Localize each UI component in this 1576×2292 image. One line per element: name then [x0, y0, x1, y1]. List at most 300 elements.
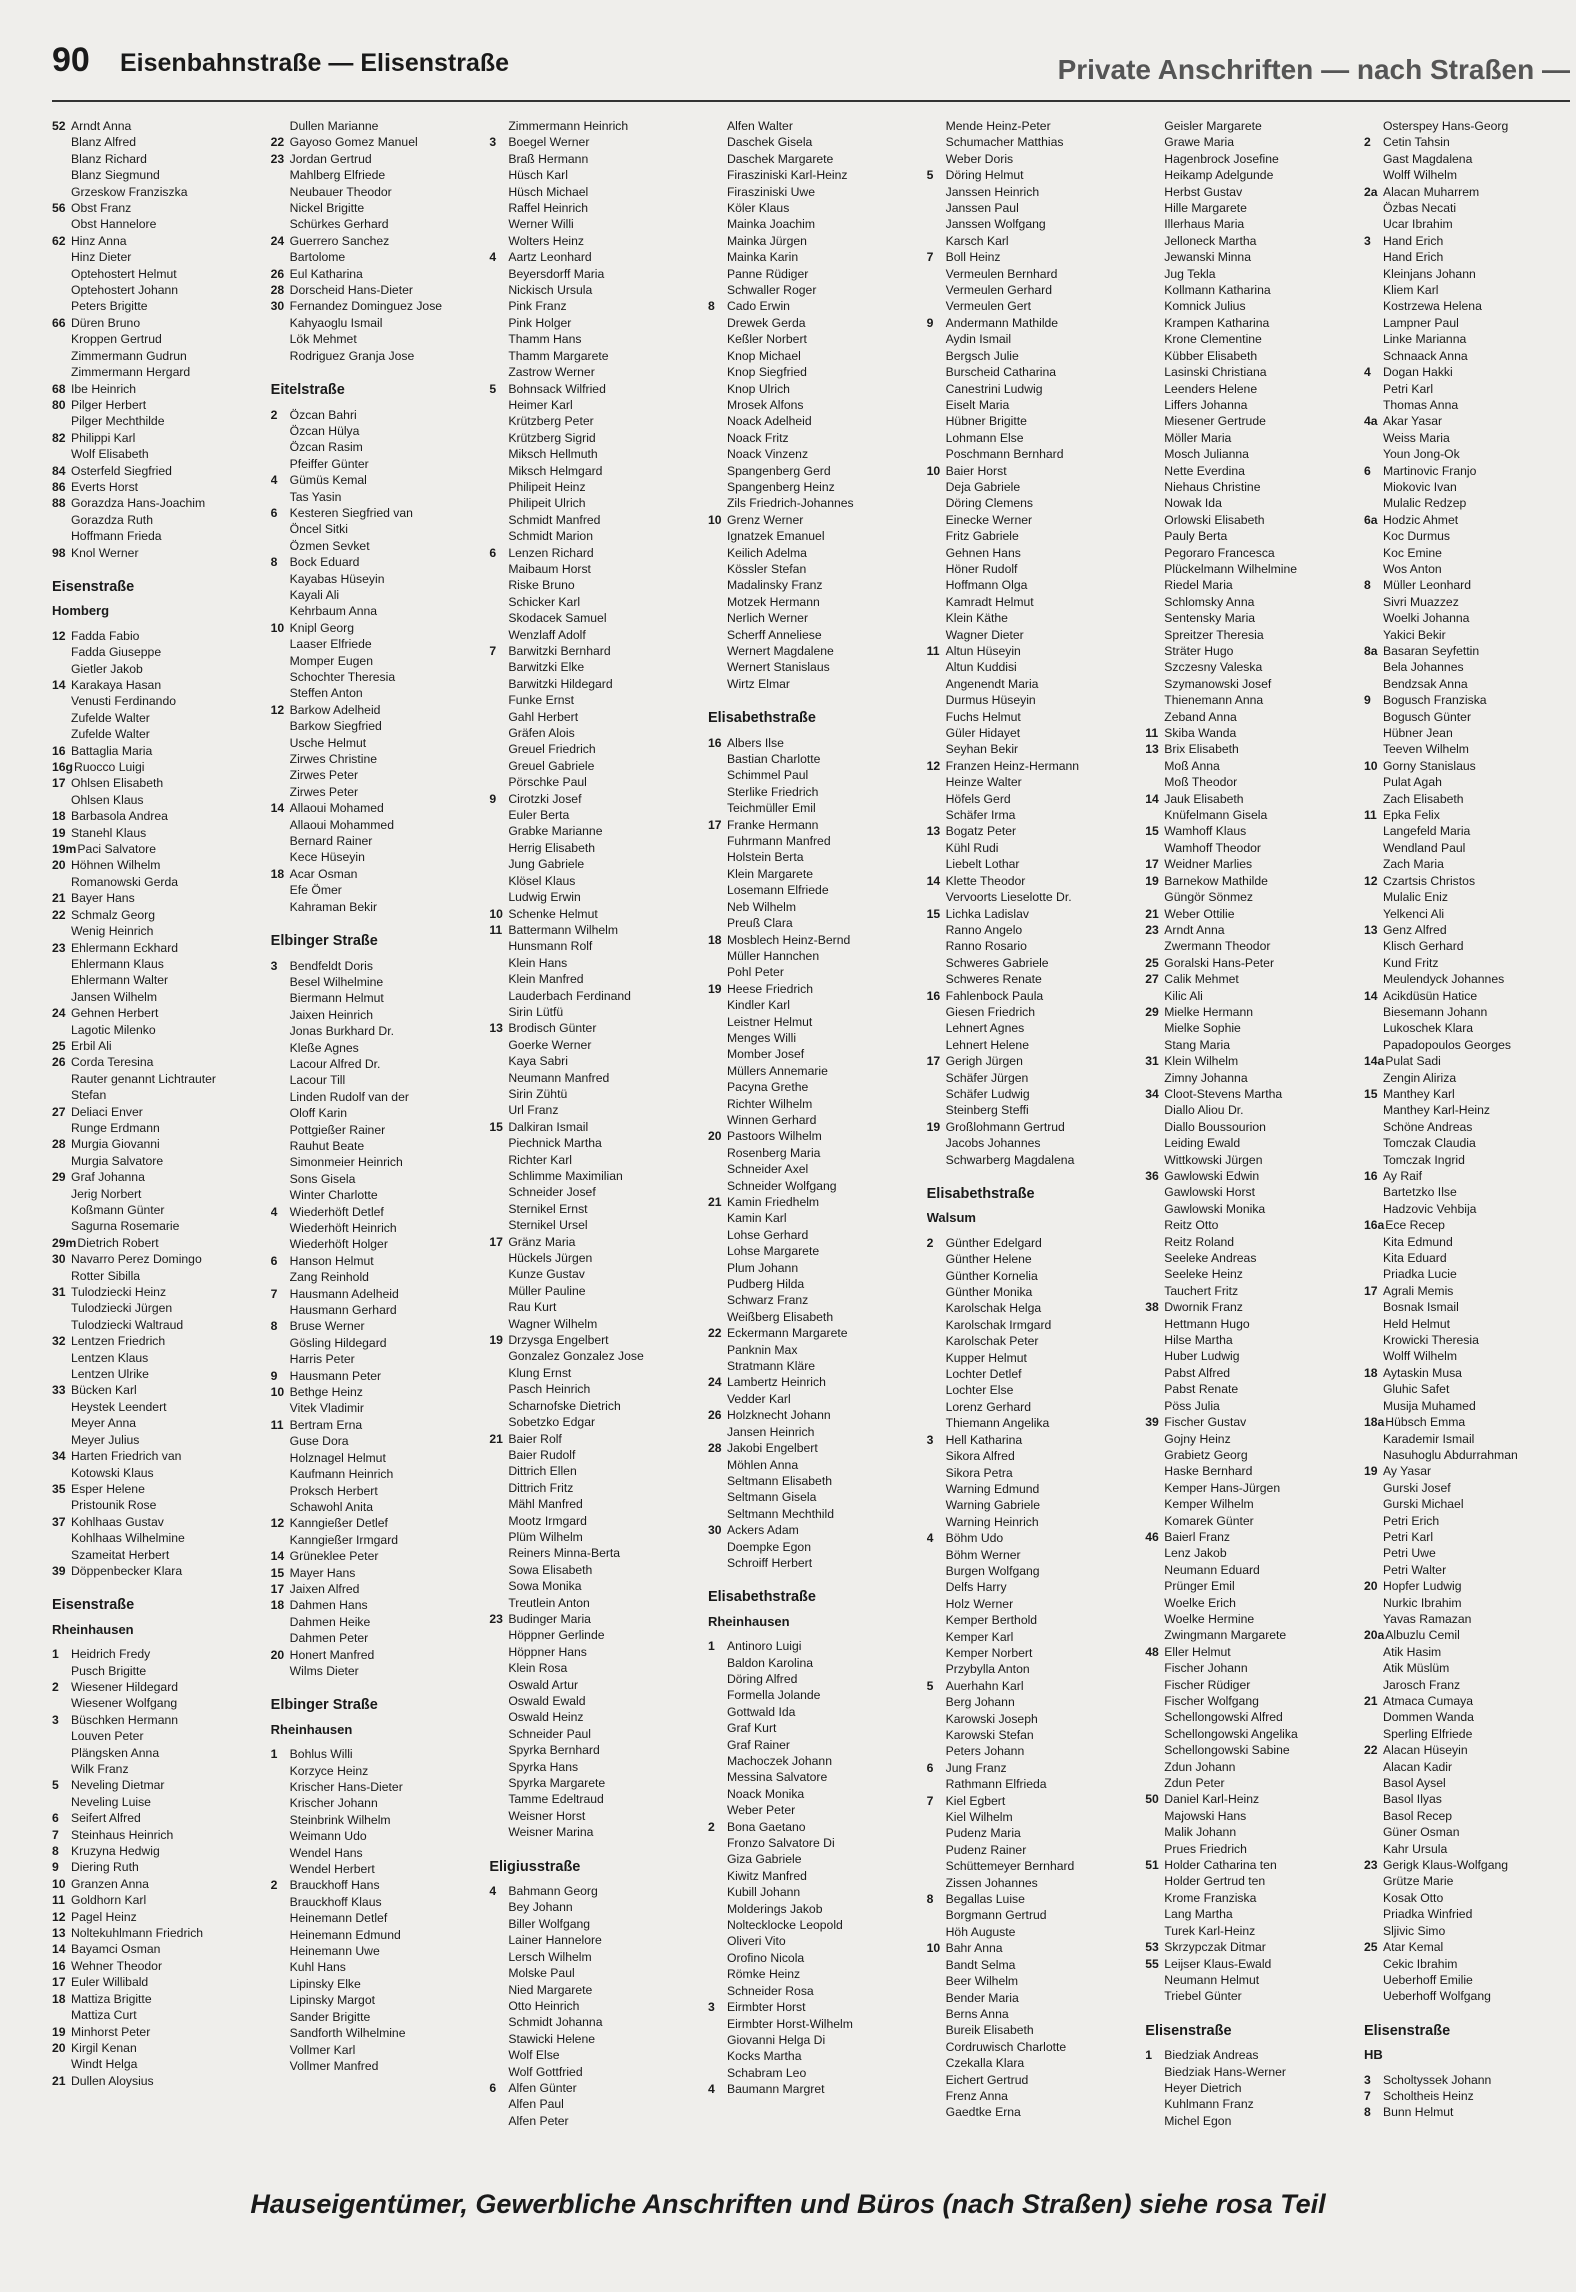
resident-name: Losemann Elfriede [726, 883, 829, 898]
resident-name: Atik Müslüm [1382, 1661, 1450, 1676]
resident-name: Seeleke Heinz [1164, 1267, 1243, 1282]
resident-name: Graf Kurt [726, 1721, 777, 1736]
resident-entry [489, 134, 695, 150]
resident-entry [927, 1891, 1133, 1907]
resident-name: Plückelmann Wilhelmine [1164, 561, 1298, 576]
house-number: 22 [52, 907, 66, 922]
house-number [489, 1217, 508, 1233]
house-number [927, 1743, 946, 1759]
resident-entry [927, 1119, 1133, 1135]
resident-entry [927, 1743, 1133, 1759]
resident-name: Sobetzko Edgar [508, 1415, 596, 1430]
resident-name: Bendzsak Anna [1382, 676, 1468, 691]
resident-name: Simonmeier Heinrich [289, 1155, 403, 1170]
resident-name: Dittrich Fritz [508, 1480, 574, 1495]
house-number [271, 718, 290, 734]
resident-entry [52, 446, 258, 462]
house-number [708, 659, 727, 675]
resident-name: Blanz Siegmund [71, 168, 160, 183]
house-number [708, 397, 727, 413]
resident-name: Jarosch Franz [1382, 1677, 1461, 1692]
resident-name: Düren Bruno [71, 315, 141, 330]
resident-name: Bruse Werner [289, 1319, 365, 1334]
resident-name: Schäfer Jürgen [945, 1070, 1029, 1085]
house-number [1364, 610, 1383, 626]
resident-entry [708, 1737, 914, 1753]
resident-name: Antinoro Luigi [726, 1639, 802, 1654]
house-number: 32 [52, 1334, 66, 1349]
resident-entry [271, 1483, 477, 1499]
resident-entry [1145, 906, 1351, 922]
resident-name: Hilse Martha [1164, 1333, 1233, 1348]
resident-name: Jacobs Johannes [945, 1136, 1041, 1151]
resident-entry [489, 1119, 695, 1135]
resident-name: Ohlsen Elisabeth [71, 776, 164, 791]
resident-entry [489, 1693, 695, 1709]
house-number [52, 710, 71, 726]
resident-name: Basol Aysel [1382, 1776, 1446, 1791]
resident-entry [708, 2016, 914, 2032]
resident-entry [271, 200, 477, 216]
house-number: 14 [52, 1942, 66, 1957]
resident-entry [271, 266, 477, 282]
resident-entry [708, 659, 914, 675]
house-number [1145, 1660, 1164, 1676]
resident-entry [927, 233, 1133, 249]
resident-entry [52, 1218, 258, 1234]
resident-name: Sternikel Ursel [508, 1218, 588, 1233]
house-number [1364, 1431, 1383, 1447]
resident-name: Koßmann Günter [71, 1203, 165, 1217]
resident-entry [52, 1087, 258, 1103]
house-number [708, 1489, 727, 1505]
resident-name: Spreitzer Theresia [1164, 627, 1264, 642]
resident-name: Fischer Rüdiger [1164, 1677, 1251, 1692]
house-number [271, 1614, 290, 1630]
resident-entry [1145, 233, 1351, 249]
house-number [1364, 1611, 1383, 1627]
house-number [489, 298, 508, 314]
resident-name: Hanson Helmut [289, 1253, 374, 1268]
house-number [489, 167, 508, 183]
resident-name: Teichmüller Emil [726, 801, 816, 816]
resident-name: Baier Horst [945, 463, 1007, 478]
resident-entry [489, 1037, 695, 1053]
resident-entry [927, 1990, 1133, 2006]
resident-name: Langefeld Maria [1382, 824, 1471, 839]
house-number [927, 1842, 946, 1858]
house-number [708, 1112, 727, 1128]
resident-name: Noack Vinzenz [726, 447, 809, 462]
resident-entry [708, 1473, 914, 1489]
house-number [927, 430, 946, 446]
resident-name: Winnen Gerhard [726, 1112, 817, 1127]
house-number [927, 364, 946, 380]
house-number [1145, 1578, 1164, 1594]
house-number [1364, 1709, 1383, 1725]
resident-entry [1145, 495, 1351, 511]
house-number [708, 233, 727, 249]
resident-name: Schöne Andreas [1382, 1119, 1473, 1134]
house-number [927, 151, 946, 167]
resident-entry [708, 528, 914, 544]
house-number: 10 [926, 463, 941, 478]
resident-name: Wagner Wilhelm [508, 1316, 598, 1331]
house-number [708, 2016, 727, 2032]
house-number [271, 2009, 290, 2025]
house-number [927, 1661, 946, 1677]
resident-entry [927, 184, 1133, 200]
resident-name: Schellongowski Angelika [1164, 1726, 1298, 1741]
resident-entry [1364, 528, 1570, 544]
resident-entry [52, 1663, 258, 1679]
house-number [1364, 1398, 1383, 1414]
resident-entry [271, 718, 477, 734]
resident-entry [1364, 1693, 1570, 1709]
house-number [1364, 216, 1383, 232]
house-number [708, 1966, 727, 1982]
house-number: 26 [270, 266, 285, 281]
house-number [271, 184, 290, 200]
resident-name: Bahr Anna [945, 1941, 1003, 1956]
house-number [489, 1627, 508, 1643]
house-number: 3 [926, 1432, 934, 1447]
resident-entry [708, 545, 914, 561]
resident-entry [271, 653, 477, 669]
resident-entry [489, 1152, 695, 1168]
resident-entry [489, 906, 695, 922]
house-number [1145, 659, 1164, 675]
house-number [1364, 331, 1383, 347]
house-number: 13 [489, 1021, 503, 1036]
house-number [271, 1499, 290, 1515]
resident-entry [927, 709, 1133, 725]
resident-name: Philipeit Heinz [508, 479, 586, 494]
resident-name: Wolters Heinz [508, 233, 584, 248]
resident-entry [271, 1450, 477, 1466]
resident-entry [52, 1382, 258, 1398]
resident-entry [1364, 1381, 1570, 1397]
resident-entry [52, 644, 258, 660]
house-number [52, 1794, 71, 1810]
resident-name: Döring Helmut [945, 168, 1024, 183]
resident-name: Grüneklee Peter [289, 1549, 379, 1564]
resident-entry [271, 348, 477, 364]
resident-name: Schenke Helmut [508, 906, 598, 921]
resident-name: Besel Wilhelmine [289, 974, 384, 989]
house-number [271, 1269, 290, 1285]
house-number [927, 2072, 946, 2088]
resident-entry [927, 791, 1133, 807]
resident-name: Karowski Stefan [945, 1728, 1034, 1742]
resident-entry [708, 676, 914, 692]
house-number [1145, 1463, 1164, 1479]
resident-name: Kund Fritz [1382, 955, 1439, 970]
resident-name: Krampen Katharina [1164, 315, 1270, 330]
resident-entry [708, 1835, 914, 1851]
resident-name: Wernert Stanislaus [726, 660, 830, 675]
resident-name: Euler Berta [508, 808, 570, 823]
house-number: 2 [52, 1679, 59, 1694]
resident-name: Noack Monika [726, 1786, 805, 1801]
resident-entry [489, 758, 695, 774]
resident-entry [489, 1627, 695, 1643]
resident-entry [52, 1761, 258, 1777]
resident-entry [1145, 889, 1351, 905]
house-number: 15 [926, 906, 941, 921]
house-number [708, 1671, 727, 1687]
resident-entry [708, 1638, 914, 1654]
house-number: 16a [1363, 1218, 1385, 1233]
house-number [271, 1845, 290, 1861]
house-number [927, 2022, 946, 2038]
resident-name: Kohlhaas Gustav [71, 1514, 164, 1529]
house-number [927, 1776, 946, 1792]
resident-name: Köler Klaus [726, 201, 790, 216]
resident-name: Barwitzki Elke [508, 660, 585, 675]
house-number [1145, 1513, 1164, 1529]
resident-entry [708, 1407, 914, 1423]
resident-name: Lipinsky Margot [289, 1993, 376, 2008]
house-number: 35 [52, 1481, 66, 1496]
house-number [1364, 1791, 1383, 1807]
resident-entry [271, 702, 477, 718]
house-number [927, 134, 946, 150]
house-number [271, 521, 290, 537]
resident-entry [927, 1432, 1133, 1448]
resident-entry [52, 1859, 258, 1875]
resident-name: Euler Willibald [71, 1975, 149, 1990]
resident-name: Mosch Julianna [1164, 447, 1249, 462]
resident-entry [708, 1933, 914, 1949]
house-number [1145, 134, 1164, 150]
resident-name: Lukoschek Klara [1382, 1021, 1474, 1036]
resident-name: Romanowski Gerda [71, 874, 179, 889]
resident-name: Mattiza Brigitte [71, 1991, 152, 2006]
house-number [52, 1432, 71, 1448]
resident-name: Barnekow Mathilde [1164, 873, 1268, 888]
resident-name: Schlimme Maximilian [508, 1169, 623, 1183]
resident-entry [52, 1481, 258, 1497]
resident-entry [52, 1038, 258, 1054]
house-number [489, 1037, 508, 1053]
house-number: 20 [52, 2040, 66, 2055]
house-number [489, 2113, 508, 2129]
resident-entry [1364, 971, 1570, 987]
resident-entry [1364, 1234, 1570, 1250]
resident-name: Machoczek Johann [726, 1754, 832, 1768]
house-number [1145, 216, 1164, 232]
house-number [489, 1949, 508, 1965]
resident-name: Weißberg Elisabeth [726, 1309, 834, 1324]
resident-entry [271, 1763, 477, 1779]
resident-entry [1145, 397, 1351, 413]
house-number: 15 [270, 1565, 285, 1580]
house-number [1145, 512, 1164, 528]
house-number [271, 423, 290, 439]
resident-entry [927, 1317, 1133, 1333]
resident-name: Proksch Herbert [289, 1483, 378, 1498]
resident-entry [1364, 413, 1570, 429]
house-number [1145, 1365, 1164, 1381]
resident-name: Graf Rainer [726, 1737, 790, 1752]
resident-entry [1364, 725, 1570, 741]
house-number [708, 1655, 727, 1671]
resident-name: Brix Elisabeth [1164, 742, 1239, 757]
house-number [1145, 643, 1164, 659]
resident-entry [1145, 1102, 1351, 1118]
resident-name: Müllers Annemarie [726, 1063, 828, 1078]
resident-entry [489, 430, 695, 446]
resident-name: Ay Yasar [1382, 1464, 1432, 1479]
house-number [1364, 1529, 1383, 1545]
resident-name: Fadda Giuseppe [71, 645, 162, 660]
resident-name: Böhm Werner [945, 1547, 1021, 1562]
resident-name: Hopfer Ludwig [1382, 1579, 1462, 1594]
resident-entry [1145, 758, 1351, 774]
house-number [708, 1786, 727, 1802]
house-number [1364, 151, 1383, 167]
house-number [1145, 1381, 1164, 1397]
resident-entry [1145, 659, 1351, 675]
resident-name: Wos Anton [1382, 561, 1442, 576]
house-number [708, 1161, 727, 1177]
resident-entry [1145, 1201, 1351, 1217]
resident-name: Aytaskin Musa [1382, 1365, 1462, 1380]
resident-name: Kemper Karl [945, 1629, 1014, 1644]
resident-entry [489, 2064, 695, 2080]
resident-entry [52, 1415, 258, 1431]
resident-entry [1145, 741, 1351, 757]
resident-entry [489, 938, 695, 954]
house-number [1145, 938, 1164, 954]
resident-entry [927, 906, 1133, 922]
resident-name: Hüsch Michael [508, 184, 589, 199]
resident-entry [927, 1020, 1133, 1036]
resident-entry [489, 151, 695, 167]
resident-name: Tomczak Claudia [1382, 1136, 1476, 1151]
house-number [1145, 1677, 1164, 1693]
resident-entry [489, 348, 695, 364]
house-number [1145, 1988, 1164, 2004]
house-number [271, 767, 290, 783]
resident-entry [927, 1727, 1133, 1743]
house-number [1145, 151, 1164, 167]
house-number: 84 [52, 463, 66, 478]
resident-entry [1364, 2088, 1570, 2104]
resident-name: Werner Willi [508, 217, 574, 232]
house-number: 6 [1363, 463, 1371, 478]
house-number [927, 1809, 946, 1825]
resident-entry [489, 659, 695, 675]
house-number [271, 2025, 290, 2041]
resident-entry [927, 741, 1133, 757]
house-number [708, 1868, 727, 1884]
resident-name: Oswald Heinz [508, 1710, 584, 1725]
resident-entry [927, 1465, 1133, 1481]
resident-name: Wiederhöft Heinrich [289, 1221, 397, 1235]
resident-entry [708, 1309, 914, 1325]
resident-name: Barkow Adelheid [289, 702, 381, 717]
house-number: 25 [1363, 1940, 1378, 1955]
house-number [927, 381, 946, 397]
house-number: 16g [52, 760, 74, 775]
resident-entry [52, 1777, 258, 1793]
house-number [708, 833, 727, 849]
resident-entry [708, 1819, 914, 1835]
resident-name: Einecke Werner [945, 512, 1033, 527]
house-number: 18 [1363, 1365, 1378, 1380]
house-number: 21 [52, 891, 66, 906]
resident-name: Müller Pauline [508, 1283, 586, 1298]
resident-name: Warning Edmund [945, 1481, 1040, 1496]
resident-name: Bertram Erna [289, 1417, 363, 1432]
resident-name: Bogusch Franziska [1382, 693, 1487, 708]
resident-entry [52, 397, 258, 413]
resident-name: Orofino Nicola [726, 1950, 805, 1965]
resident-entry [271, 1023, 477, 1039]
house-number [927, 922, 946, 938]
resident-entry [489, 495, 695, 511]
house-number [1145, 1693, 1164, 1709]
resident-entry [271, 1515, 477, 1531]
resident-name: Richter Karl [508, 1152, 572, 1167]
house-number [708, 2048, 727, 2064]
resident-name: Giza Gabriele [726, 1852, 802, 1867]
house-number [1364, 1496, 1383, 1512]
house-number [271, 817, 290, 833]
resident-name: Priadka Lucie [1382, 1267, 1457, 1282]
house-number: 22 [707, 1326, 722, 1341]
resident-name: Basol Recep [1382, 1808, 1453, 1823]
house-number [708, 849, 727, 865]
house-number [927, 610, 946, 626]
resident-entry [1145, 151, 1351, 167]
resident-entry [927, 364, 1133, 380]
resident-name: Yelkenci Ali [1382, 906, 1445, 921]
house-number: 23 [1145, 922, 1159, 937]
house-number: 10 [52, 1876, 66, 1891]
resident-entry [1364, 249, 1570, 265]
resident-name: Günther Kornelia [945, 1268, 1038, 1283]
resident-entry [52, 1728, 258, 1744]
house-number [271, 1302, 290, 1318]
house-number [1364, 1135, 1383, 1151]
resident-entry [52, 1251, 258, 1267]
resident-entry [708, 1802, 914, 1818]
resident-entry [1364, 1447, 1570, 1463]
resident-entry [489, 1949, 695, 1965]
resident-name: Alfen Günter [508, 2080, 577, 2095]
house-number [271, 735, 290, 751]
resident-name: Madalinsky Franz [726, 578, 823, 593]
resident-name: Thomas Anna [1382, 397, 1459, 412]
resident-entry [927, 167, 1133, 183]
resident-name: Wenig Heinrich [71, 924, 154, 939]
house-number: 15 [489, 1119, 503, 1134]
house-number [1364, 1988, 1383, 2004]
resident-name: Fritz Gabriele [945, 529, 1019, 544]
resident-entry [489, 725, 695, 741]
resident-entry [927, 1382, 1133, 1398]
resident-name: Treutlein Anton [508, 1595, 590, 1610]
resident-name: Sternikel Ernst [508, 1201, 588, 1216]
resident-entry [1145, 1529, 1351, 1545]
house-number [708, 2032, 727, 2048]
resident-name: Zeband Anna [1164, 709, 1237, 724]
resident-entry [708, 1753, 914, 1769]
house-number [52, 1695, 71, 1711]
